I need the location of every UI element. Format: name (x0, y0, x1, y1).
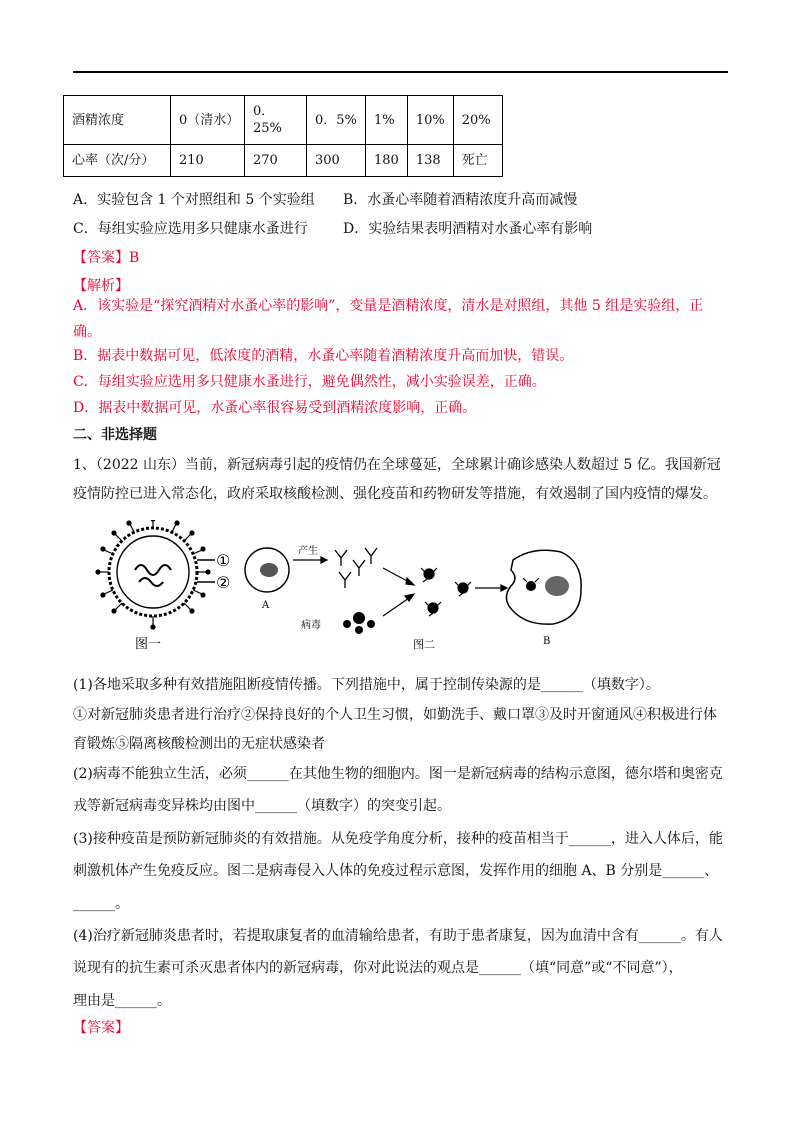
section-heading: 二、非选择题 (73, 427, 157, 443)
analysis-a-line2: 确。 (73, 324, 101, 340)
sub-question-4-line3: 理由是______。 (73, 993, 171, 1009)
question-intro-line1: 1、（2022 山东）当前，新冠病毒引起的疫情仍在全球蔓延，全球累计确诊感染人数超过 5 亿。我国新冠 (73, 457, 721, 473)
cell-a (245, 548, 289, 592)
option-b: B．水蚤心率随着酒精浓度升高而减慢 (343, 192, 578, 208)
sub-question-4-line2: 说现有的抗生素可杀灭患者体内的新冠病毒，你对此说法的观点是______（填“同意”或“不同意”）， (73, 960, 683, 976)
antigen-antibody-complex-icon (421, 568, 471, 616)
sub-question-1: (1)各地采取多种有效措施阻断疫情传播。下列措施中，属于控制传染源的是______（填数字）。 (73, 677, 660, 693)
table-row (64, 145, 503, 177)
answer-label: 【答案】B (73, 250, 140, 266)
sub-question-3-line1: (3)接种疫苗是预防新冠肺炎的有效措施。从免疫学角度分析，接种的疫苗相当于______，进入人体后，能 (73, 831, 723, 847)
table-cell: 0．25% (245, 96, 307, 145)
figure2-caption: 图二 (413, 638, 435, 651)
analysis-d: D．据表中数据可见，水蚤心率很容易受到酒精浓度影响，正确。 (73, 400, 477, 416)
table-cell: 0（清水） (171, 96, 245, 145)
figure1-caption: 图一 (135, 637, 162, 652)
analysis-label: 【解析】 (73, 278, 129, 294)
virus-icon (343, 612, 375, 634)
arrow-icon (475, 585, 507, 591)
analysis-c: C．每组实验应选用多只健康水蚤进行，避免偶然性，减小实验误差，正确。 (73, 374, 546, 390)
sub-question-4-line1: (4)治疗新冠肺炎患者时，若提取康复者的血清输给患者，有助于患者康复，因为血清中含有______。有人 (73, 928, 723, 944)
table-cell: 138 (407, 145, 453, 177)
option-d: D．实验结果表明酒精对水蚤心率有影响 (343, 221, 593, 237)
analysis-a-line1: A．该实验是“探究酒精对水蚤心率的影响”，变量是酒精浓度，清水是对照组，其他 5 组是实验组，正 (73, 298, 704, 314)
table-cell: 0．5% (307, 96, 366, 145)
option-a: A．实验包含 1 个对照组和 5 个实验组 (73, 192, 315, 208)
data-table (63, 95, 503, 177)
sub-question-2-line1: (2)病毒不能独立生活，必须______在其他生物的细胞内。图一是新冠病毒的结构示意图，德尔塔和奥密克 (73, 766, 723, 782)
virus-diagram (96, 520, 215, 629)
sub-question-2-line2: 戎等新冠病毒变异株均由图中______（填数字）的突变引起。 (73, 798, 451, 814)
virus-label: 病毒 (301, 620, 321, 631)
table-row (64, 96, 503, 145)
sub-question-1-options-line1: ①对新冠肺炎患者进行治疗②保持良好的个人卫生习惯，如勤洗手、戴口罩③及时开窗通风④积极进行体 (73, 707, 717, 723)
option-c: C．每组实验应选用多只健康水蚤进行 (73, 221, 308, 237)
antibody-icon (335, 548, 377, 588)
table-cell: 270 (245, 145, 307, 177)
label-1: ① (216, 551, 231, 570)
cell-b (506, 550, 581, 624)
cell-a-label: A (262, 600, 270, 611)
table-cell: 210 (171, 145, 245, 177)
produce-label: 产生 (298, 546, 318, 557)
cell-b-label: B (543, 636, 551, 647)
sub-question-3-line2: 刺激机体产生免疫反应。图二是病毒侵入人体的免疫过程示意图，发挥作用的细胞 A、B 分别是______、 (73, 863, 719, 879)
arrow-icon (293, 557, 327, 563)
label-2: ② (216, 573, 231, 592)
table-cell: 10% (407, 96, 453, 145)
arrow-icon (383, 568, 414, 616)
answer-label-2: 【答案】 (73, 1020, 129, 1036)
table-cell: 心率（次/分） (64, 145, 171, 177)
table-cell: 20% (453, 96, 502, 145)
header-rule (73, 71, 728, 73)
sub-question-3-line3: ______。 (73, 896, 129, 912)
table-cell: 300 (307, 145, 366, 177)
virus-immune-figure (73, 520, 583, 660)
sub-question-1-options-line2: 育锻炼⑤隔离核酸检测出的无症状感染者 (73, 736, 325, 752)
table-cell: 死亡 (453, 145, 502, 177)
table-cell: 1% (366, 96, 408, 145)
analysis-b: B．据表中数据可见，低浓度的酒精，水蚤心率随着酒精浓度升高而加快，错误。 (73, 348, 574, 364)
question-intro-line2: 疫情防控已进入常态化，政府采取核酸检测、强化疫苗和药物研发等措施，有效遏制了国内疫情的爆发。 (73, 486, 717, 502)
table-cell: 180 (366, 145, 408, 177)
table-cell: 酒精浓度 (64, 96, 171, 145)
